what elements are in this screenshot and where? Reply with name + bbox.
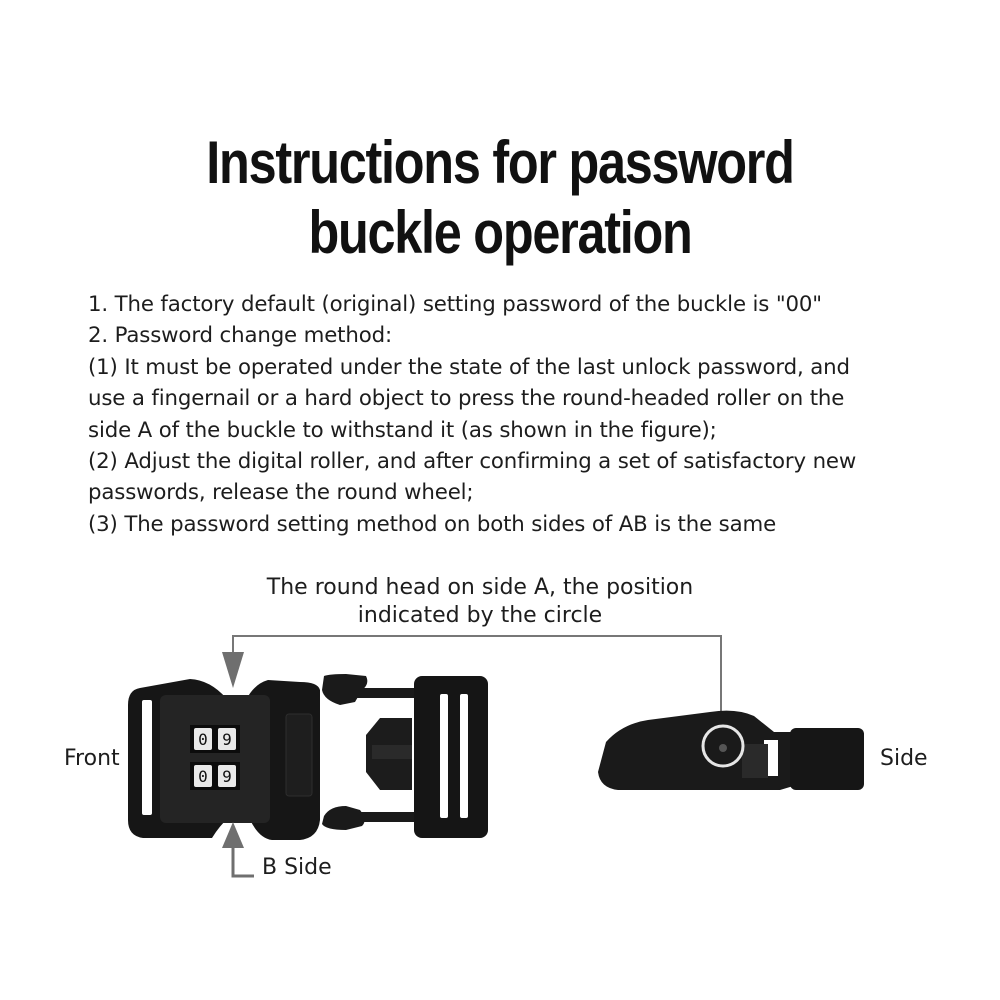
title-line-1: Instructions for password <box>206 129 794 196</box>
callout-line-1: The round head on side A, the position <box>266 575 694 600</box>
dial-top <box>190 725 240 753</box>
instruction-line: 1. The factory default (original) setting password of the buckle is "00" <box>88 292 822 317</box>
instruction-line: 2. Password change method: <box>88 323 393 349</box>
title-line-2: buckle operation <box>308 199 692 266</box>
dial-top-digit-2[interactable]: 9 <box>222 730 232 749</box>
instruction-line: passwords, release the round wheel; <box>88 480 474 506</box>
instruction-line: (2) Adjust the digital roller, and after confirming a set of satisfactory new <box>88 449 857 475</box>
arrow-down-icon <box>222 652 244 688</box>
round-head-roller <box>719 744 727 752</box>
instruction-line: (1) It must be operated under the state of the last unlock password, and <box>88 354 850 380</box>
dial-bottom <box>190 762 240 790</box>
buckle-female-part <box>128 679 320 840</box>
label-b-side: B Side <box>262 855 332 880</box>
dial-bottom-digit-2[interactable]: 9 <box>222 767 232 786</box>
instruction-line: (3) The password setting method on both sides of AB is the same <box>88 511 777 537</box>
dial-top-digit-1[interactable]: 0 <box>198 730 208 749</box>
dial-bottom-digit-1[interactable]: 0 <box>198 767 208 786</box>
buckle-side-view <box>598 711 864 790</box>
b-side-leader-line <box>233 846 254 876</box>
instruction-line: side A of the buckle to withstand it (as shown in the figure); <box>88 417 717 443</box>
label-side: Side <box>880 746 928 771</box>
label-front: Front <box>64 746 120 771</box>
arrow-up-icon <box>222 822 244 848</box>
buckle-male-part <box>322 674 488 838</box>
callout-line-2: indicated by the circle <box>357 603 603 628</box>
instruction-line: use a fingernail or a hard object to press the round-headed roller on the <box>88 386 845 412</box>
